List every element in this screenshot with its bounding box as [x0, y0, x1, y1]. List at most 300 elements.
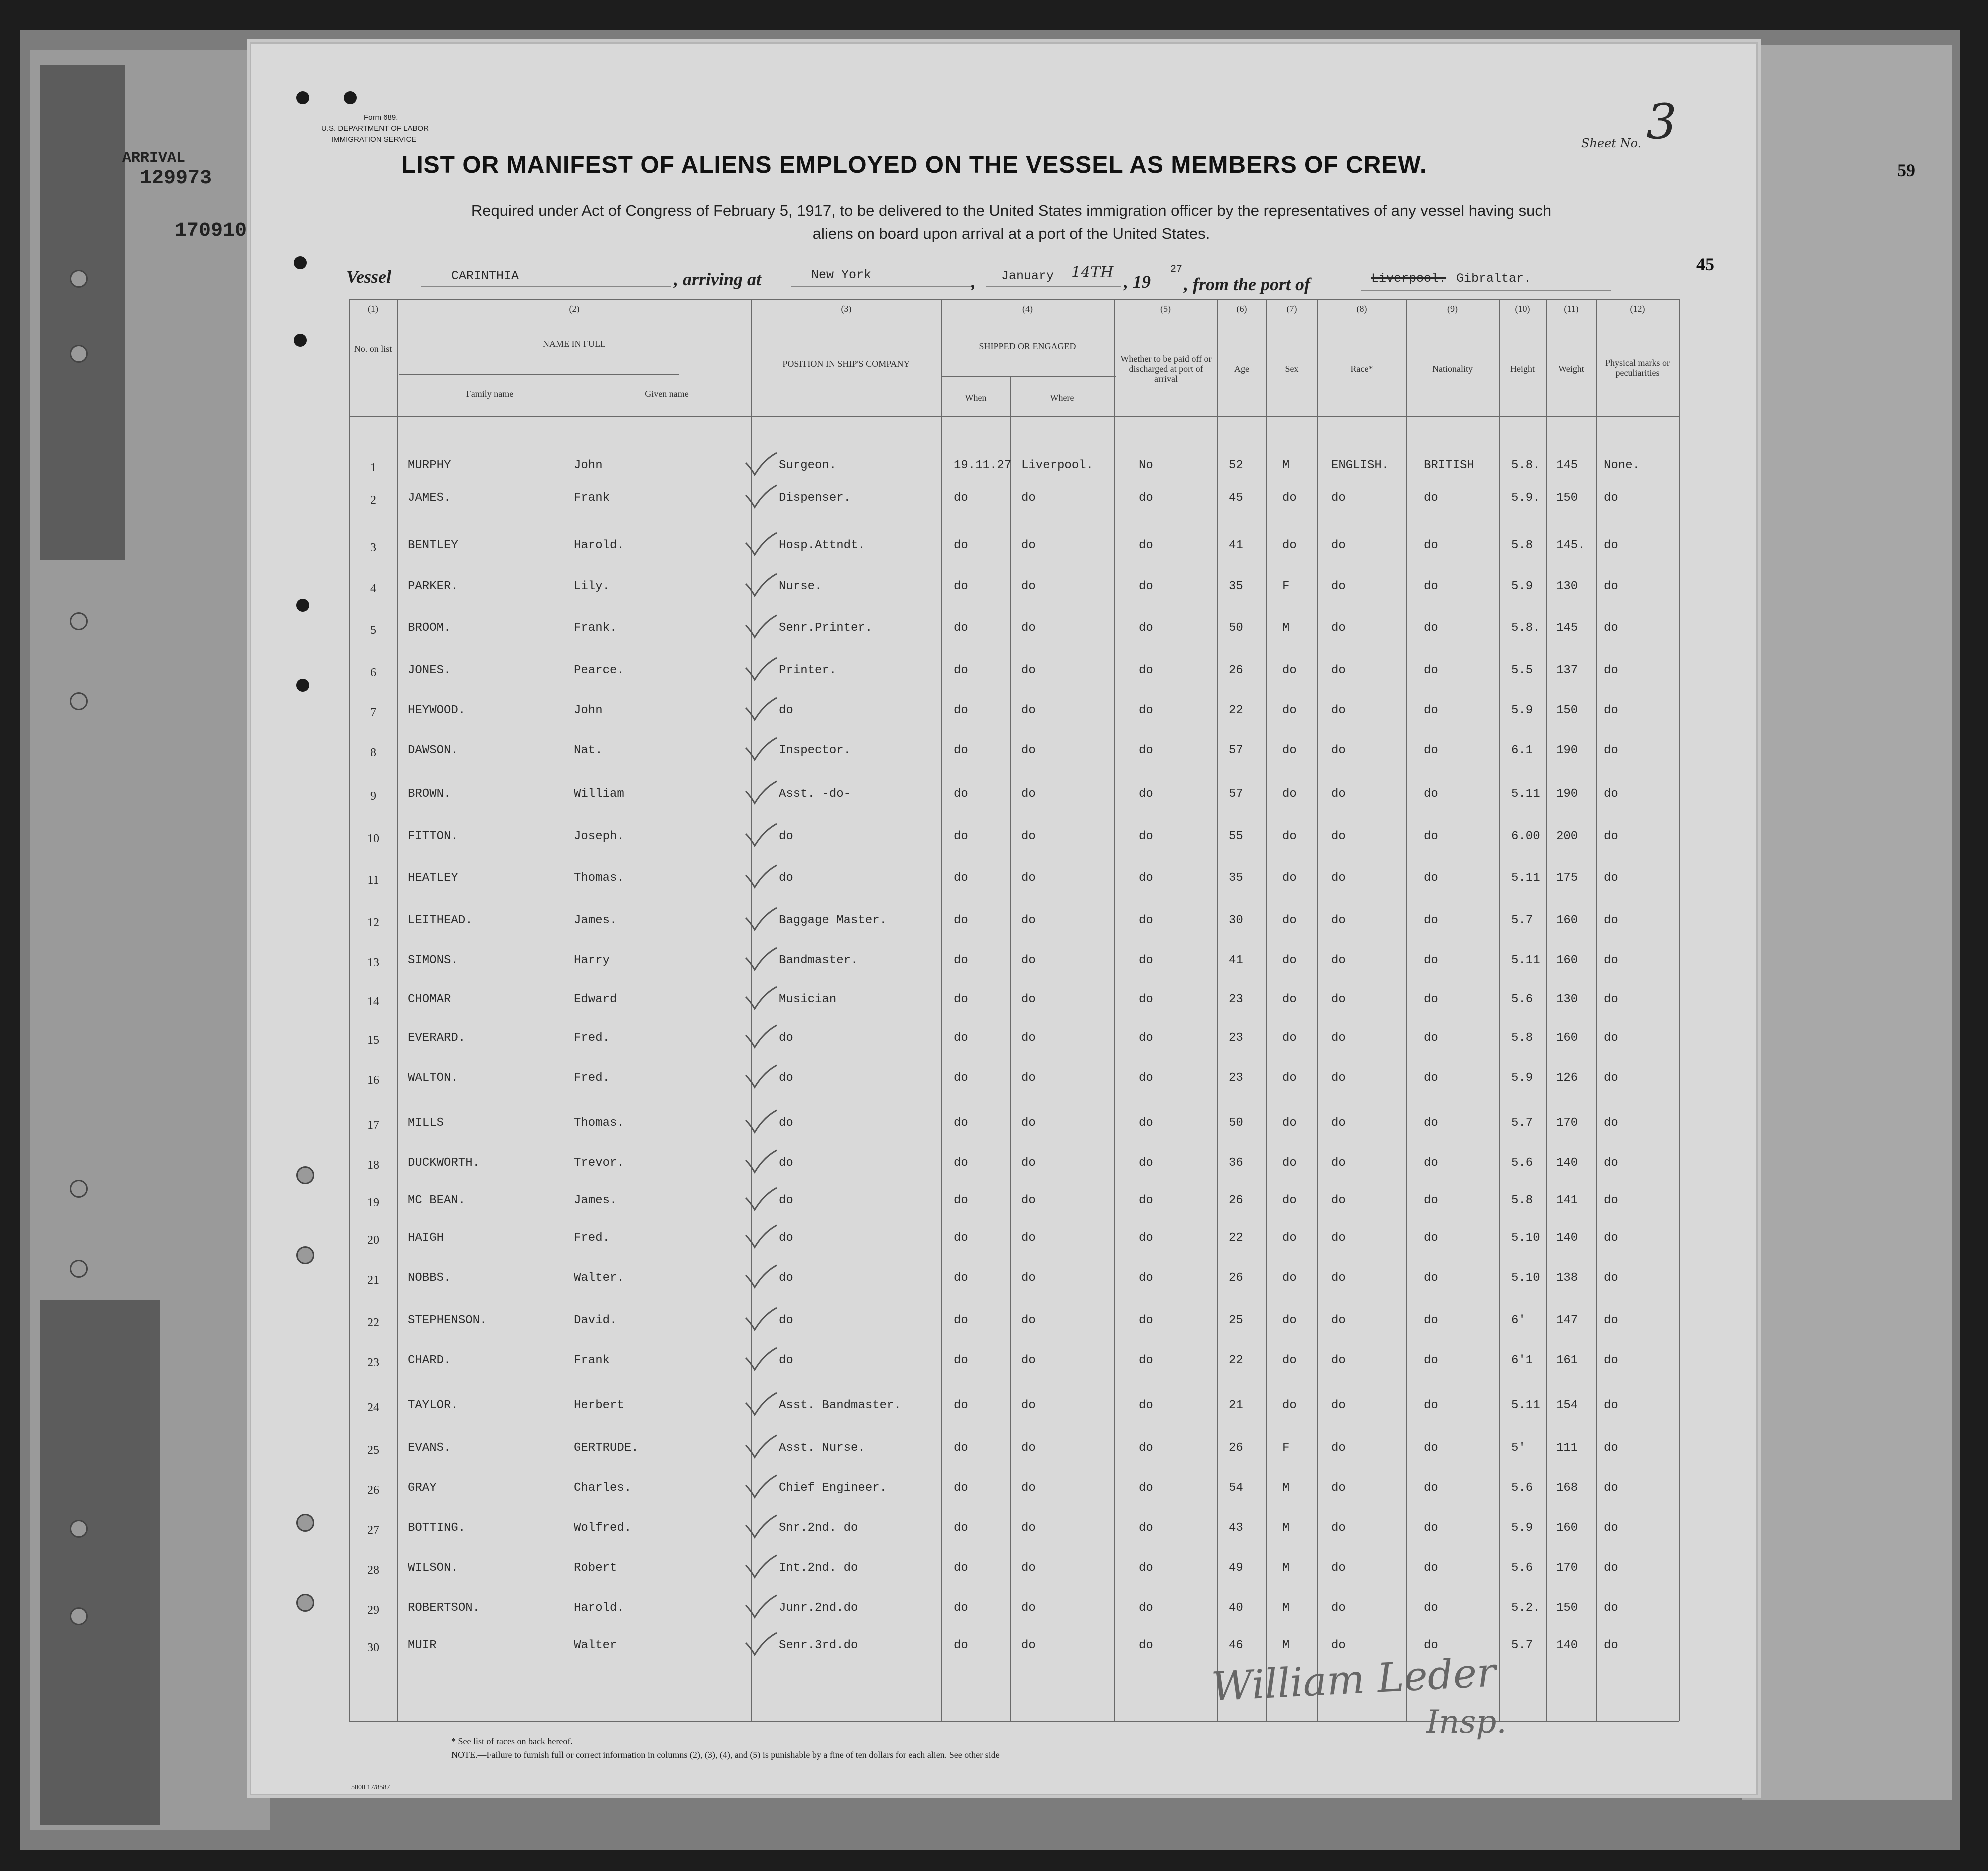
cell-when: do [954, 1399, 968, 1412]
cell-race: do [1332, 539, 1346, 552]
cell-weight: 130 [1556, 993, 1578, 1006]
cell-race: do [1332, 744, 1346, 758]
page-number: 59 [1898, 160, 1916, 180]
cell-age: 26 [1229, 1442, 1244, 1455]
cell-family: TAYLOR. [408, 1399, 458, 1412]
cell-sex: do [1282, 539, 1297, 552]
cell-nat: do [1424, 1442, 1438, 1455]
cell-family: STEPHENSON. [408, 1314, 488, 1328]
cell-age: 50 [1229, 1116, 1244, 1130]
second-stamp-number: 170910 [175, 220, 248, 242]
cell-when: do [954, 1354, 968, 1368]
cell-where: do [1022, 954, 1036, 968]
cell-weight: 154 [1556, 1399, 1578, 1412]
cell-nat: do [1424, 1272, 1438, 1285]
cell-age: 45 [1229, 492, 1244, 505]
cell-sex: M [1282, 1482, 1290, 1495]
cell-sex: F [1282, 580, 1290, 594]
cell-family: MURPHY [408, 459, 452, 472]
cell-position: Asst. Bandmaster. [779, 1399, 902, 1412]
cell-given: Robert [574, 1562, 618, 1575]
cell-family: CHOMAR [408, 993, 452, 1006]
cell-race: do [1332, 622, 1346, 635]
cell-where: do [1022, 1032, 1036, 1045]
cell-weight: 140 [1556, 1156, 1578, 1170]
cell-nat: do [1424, 1602, 1438, 1615]
cell-when: do [954, 1482, 968, 1495]
column-rule [1010, 376, 1012, 1722]
cell-height: 6' [1512, 1314, 1526, 1328]
row-number: 20 [368, 1234, 380, 1247]
cell-given: Fred. [574, 1072, 610, 1085]
cell-weight: 141 [1556, 1194, 1578, 1208]
cell-paid: do [1139, 1354, 1154, 1368]
cell-marks: do [1604, 993, 1618, 1006]
cell-nat: do [1424, 1116, 1438, 1130]
cell-height: 5.5 [1512, 664, 1534, 678]
cell-position: Surgeon. [779, 459, 837, 472]
cell-when: do [954, 954, 968, 968]
cell-position: do [779, 872, 794, 885]
cell-weight: 138 [1556, 1272, 1578, 1285]
header-race: Race* [1350, 364, 1374, 374]
cell-race: do [1332, 1072, 1346, 1085]
service-label: IMMIGRATION SERVICE [332, 136, 417, 144]
vessel-underline [422, 286, 672, 288]
arrival-day: 14TH [1072, 264, 1114, 282]
cell-race: do [1332, 1639, 1346, 1652]
cell-marks: do [1604, 704, 1618, 718]
cell-where: do [1022, 993, 1036, 1006]
cell-marks: do [1604, 539, 1618, 552]
cell-weight: 160 [1556, 1522, 1578, 1535]
cell-sex: do [1282, 744, 1297, 758]
cell-weight: 160 [1556, 1032, 1578, 1045]
print-code: 5000 17/8587 [352, 1784, 390, 1792]
cell-race: do [1332, 788, 1346, 801]
cell-age: 23 [1229, 1072, 1244, 1085]
cell-nat: BRITISH [1424, 459, 1474, 472]
cell-position: do [779, 1354, 794, 1368]
cell-where: do [1022, 788, 1036, 801]
row-number: 22 [368, 1316, 380, 1330]
cell-nat: do [1424, 492, 1438, 505]
cell-position: do [779, 1232, 794, 1245]
cell-marks: do [1604, 744, 1618, 758]
cell-family: MUIR [408, 1639, 437, 1652]
cell-given: James. [574, 914, 618, 928]
cell-age: 55 [1229, 830, 1244, 844]
cell-family: PARKER. [408, 580, 458, 594]
header-physical-marks: Physical marks or peculiarities [1606, 358, 1670, 378]
cell-age: 36 [1229, 1156, 1244, 1170]
header-bottom-rule [349, 416, 1679, 418]
cell-marks: do [1604, 1522, 1618, 1535]
binding-hole [70, 692, 88, 710]
cell-height: 5.10 [1512, 1272, 1540, 1285]
cell-given: John [574, 459, 603, 472]
cell-when: do [954, 830, 968, 844]
punch-hole [296, 679, 310, 692]
cell-where: do [1022, 580, 1036, 594]
cell-given: Wolfred. [574, 1522, 632, 1535]
header-shipped-engaged: SHIPPED OR ENGAGED [979, 342, 1076, 352]
family-given-rule [399, 374, 679, 375]
shipped-split-rule [942, 376, 1116, 378]
cell-family: MILLS [408, 1116, 444, 1130]
cell-height: 5.6 [1512, 1562, 1534, 1575]
cell-given: David. [574, 1314, 618, 1328]
cell-height: 5.6 [1512, 1482, 1534, 1495]
cell-race: do [1332, 704, 1346, 718]
check-mark-icon [744, 1552, 779, 1580]
cell-when: do [954, 492, 968, 505]
column-rule [1266, 299, 1268, 1722]
cell-paid: do [1139, 1194, 1154, 1208]
cell-where: do [1022, 1399, 1036, 1412]
row-number: 27 [368, 1524, 380, 1537]
cell-height: 5.8 [1512, 1032, 1534, 1045]
cell-paid: do [1139, 914, 1154, 928]
cell-paid: do [1139, 1156, 1154, 1170]
cell-age: 23 [1229, 993, 1244, 1006]
cell-age: 43 [1229, 1522, 1244, 1535]
date-underline [986, 286, 1122, 288]
row-number: 14 [368, 996, 380, 1008]
check-mark-icon [744, 1148, 779, 1175]
check-mark-icon [744, 945, 779, 972]
row-number: 7 [370, 706, 376, 720]
cell-height: 5.8. [1512, 622, 1540, 635]
cell-nat: do [1424, 704, 1438, 718]
form-number: Form 689. [364, 114, 398, 122]
cell-nat: do [1424, 1072, 1438, 1085]
row-number: 24 [368, 1402, 380, 1414]
cell-height: 5.9. [1512, 492, 1540, 505]
cell-when: do [954, 1032, 968, 1045]
cell-when: do [954, 1072, 968, 1085]
cell-family: BROWN. [408, 788, 452, 801]
check-mark-icon [744, 1512, 779, 1540]
punch-hole [294, 334, 307, 347]
cell-nat: do [1424, 993, 1438, 1006]
cell-height: 6.00 [1512, 830, 1540, 844]
cell-paid: do [1139, 993, 1154, 1006]
check-mark-icon [744, 1345, 779, 1372]
header-height: Height [1510, 364, 1535, 374]
column-rule [1679, 299, 1680, 1722]
cell-sex: do [1282, 1354, 1297, 1368]
cell-when: do [954, 993, 968, 1006]
cell-where: do [1022, 622, 1036, 635]
col-num-3: (3) [841, 304, 852, 314]
cell-race: do [1332, 1314, 1346, 1328]
inspector-title: Insp. [1426, 1704, 1507, 1741]
cell-given: Charles. [574, 1482, 632, 1495]
header-weight: Weight [1558, 364, 1584, 374]
col-num-10: (10) [1515, 304, 1530, 314]
cell-when: do [954, 872, 968, 885]
punch-hole [296, 1594, 314, 1612]
arrival-stamp-label: ARRIVAL [122, 150, 186, 167]
punch-hole [296, 599, 310, 612]
cell-age: 41 [1229, 539, 1244, 552]
binding-hole [70, 345, 88, 363]
cell-marks: do [1604, 830, 1618, 844]
header-position: POSITION IN SHIP'S COMPANY [782, 359, 910, 369]
cell-marks: None. [1604, 459, 1640, 472]
cell-height: 5.8 [1512, 1194, 1534, 1208]
cell-position: do [779, 1032, 794, 1045]
cell-weight: 150 [1556, 492, 1578, 505]
cell-height: 5.8 [1512, 539, 1534, 552]
cell-marks: do [1604, 1354, 1618, 1368]
check-mark-icon [744, 1305, 779, 1332]
check-mark-icon [744, 612, 779, 640]
col-num-9: (9) [1448, 304, 1458, 314]
cell-sex: do [1282, 1194, 1297, 1208]
cell-family: JAMES. [408, 492, 452, 505]
cell-where: do [1022, 744, 1036, 758]
cell-race: do [1332, 492, 1346, 505]
cell-height: 5.11 [1512, 872, 1540, 885]
cell-marks: do [1604, 1272, 1618, 1285]
cell-paid: do [1139, 954, 1154, 968]
check-mark-icon [744, 1432, 779, 1460]
cell-marks: do [1604, 1639, 1618, 1652]
cell-position: do [779, 1116, 794, 1130]
cell-position: Snr.2nd. do [779, 1522, 858, 1535]
cell-family: CHARD. [408, 1354, 452, 1368]
cell-nat: do [1424, 1399, 1438, 1412]
cell-sex: M [1282, 622, 1290, 635]
cell-marks: do [1604, 622, 1618, 635]
cell-where: Liverpool. [1022, 459, 1094, 472]
check-mark-icon [744, 1022, 779, 1050]
cell-weight: 145 [1556, 622, 1578, 635]
cell-sex: do [1282, 492, 1297, 505]
col-num-1: (1) [368, 304, 378, 314]
cell-nat: do [1424, 1482, 1438, 1495]
check-mark-icon [744, 695, 779, 722]
cell-given: GERTRUDE. [574, 1442, 639, 1455]
vessel-label: Vessel [346, 267, 392, 287]
punch-hole [296, 92, 310, 104]
cell-nat: do [1424, 1562, 1438, 1575]
cell-where: do [1022, 914, 1036, 928]
row-number: 10 [368, 832, 380, 846]
row-number: 28 [368, 1564, 380, 1577]
check-mark-icon [744, 1062, 779, 1090]
row-number: 9 [370, 790, 376, 803]
header-where: Where [1050, 393, 1074, 403]
binding-hole [70, 1180, 88, 1198]
header-age: Age [1234, 364, 1250, 374]
cell-when: do [954, 1194, 968, 1208]
cell-sex: do [1282, 1272, 1297, 1285]
cell-position: Asst. -do- [779, 788, 852, 801]
cell-sex: do [1282, 830, 1297, 844]
header-no-on-list: No. on list [354, 344, 392, 354]
row-number: 17 [368, 1119, 380, 1132]
check-mark-icon [744, 1108, 779, 1135]
cell-weight: 160 [1556, 914, 1578, 928]
cell-height: 5.9 [1512, 704, 1534, 718]
department-label: U.S. DEPARTMENT OF LABOR [322, 124, 430, 133]
cell-position: Int.2nd. do [779, 1562, 858, 1575]
cell-when: do [954, 1442, 968, 1455]
punch-hole [344, 92, 357, 104]
punch-hole [296, 1246, 314, 1264]
cell-age: 57 [1229, 788, 1244, 801]
cell-weight: 150 [1556, 704, 1578, 718]
cell-where: do [1022, 1272, 1036, 1285]
binding-strip-bottom [40, 1300, 160, 1825]
arrival-stamp-number: 129973 [140, 168, 212, 190]
row-number: 11 [368, 874, 380, 887]
cell-when: do [954, 539, 968, 552]
cell-age: 49 [1229, 1562, 1244, 1575]
cell-paid: do [1139, 539, 1154, 552]
cell-age: 40 [1229, 1602, 1244, 1615]
cell-sex: M [1282, 1602, 1290, 1615]
arrival-port: New York [812, 268, 872, 282]
cell-when: do [954, 914, 968, 928]
cell-position: Bandmaster. [779, 954, 858, 968]
cell-weight: 170 [1556, 1116, 1578, 1130]
cell-nat: do [1424, 914, 1438, 928]
cell-given: Frank [574, 1354, 610, 1368]
punch-hole [296, 1166, 314, 1184]
cell-age: 22 [1229, 704, 1244, 718]
from-port: Gibraltar. [1456, 272, 1532, 286]
cell-nat: do [1424, 580, 1438, 594]
cell-weight: 140 [1556, 1232, 1578, 1245]
cell-given: Harold. [574, 1602, 624, 1615]
cell-when: do [954, 622, 968, 635]
inspector-signature: William Leder [1210, 1649, 1498, 1710]
check-mark-icon [744, 655, 779, 682]
cell-given: John [574, 704, 603, 718]
cell-when: do [954, 580, 968, 594]
col-num-5: (5) [1160, 304, 1171, 314]
cell-where: do [1022, 1482, 1036, 1495]
cell-weight: 175 [1556, 872, 1578, 885]
cell-race: do [1332, 954, 1346, 968]
cell-nat: do [1424, 1314, 1438, 1328]
cell-nat: do [1424, 1639, 1438, 1652]
cell-paid: do [1139, 1602, 1154, 1615]
row-number: 3 [370, 542, 376, 554]
cell-race: do [1332, 1602, 1346, 1615]
check-mark-icon [744, 821, 779, 848]
cell-race: do [1332, 1522, 1346, 1535]
cell-height: 6'1 [1512, 1354, 1534, 1368]
cell-age: 26 [1229, 1194, 1244, 1208]
row-number: 5 [370, 624, 376, 637]
column-rule [1499, 299, 1500, 1722]
cell-race: ENGLISH. [1332, 459, 1390, 472]
cell-height: 5.11 [1512, 788, 1540, 801]
cell-age: 35 [1229, 872, 1244, 885]
cell-sex: do [1282, 1032, 1297, 1045]
cell-sex: do [1282, 993, 1297, 1006]
cell-sex: M [1282, 1522, 1290, 1535]
column-rule [1596, 299, 1598, 1722]
cell-family: NOBBS. [408, 1272, 452, 1285]
cell-height: 5.9 [1512, 1072, 1534, 1085]
cell-race: do [1332, 580, 1346, 594]
cell-given: Lily. [574, 580, 610, 594]
cell-sex: do [1282, 1116, 1297, 1130]
row-number: 4 [370, 582, 376, 596]
cell-paid: do [1139, 744, 1154, 758]
cell-position: Printer. [779, 664, 837, 678]
row-number: 25 [368, 1444, 380, 1457]
row-number: 1 [370, 462, 376, 474]
cell-marks: do [1604, 580, 1618, 594]
cell-sex: M [1282, 459, 1290, 472]
cell-when: do [954, 788, 968, 801]
cell-nat: do [1424, 1232, 1438, 1245]
cell-paid: do [1139, 788, 1154, 801]
cell-marks: do [1604, 954, 1618, 968]
row-number: 6 [370, 666, 376, 680]
cell-age: 22 [1229, 1232, 1244, 1245]
cell-family: HEATLEY [408, 872, 458, 885]
check-mark-icon [744, 1472, 779, 1500]
binding-hole [70, 1260, 88, 1278]
row-number: 21 [368, 1274, 380, 1287]
footnote-penalty: NOTE.—Failure to furnish full or correct information in columns (2), (3), (4), and (5) is punishable by a fine of ten dollars for each alien. See other side [452, 1750, 1000, 1760]
cell-given: James. [574, 1194, 618, 1208]
check-mark-icon [744, 1390, 779, 1418]
row-number: 15 [368, 1034, 380, 1047]
cell-where: do [1022, 539, 1036, 552]
cell-given: Frank. [574, 622, 618, 635]
column-rule [1114, 299, 1115, 1722]
row-number: 30 [368, 1642, 380, 1654]
cell-family: HEYWOOD. [408, 704, 466, 718]
cell-when: do [954, 1522, 968, 1535]
cell-family: BENTLEY [408, 539, 458, 552]
check-mark-icon [744, 984, 779, 1012]
cell-height: 5.8. [1512, 459, 1540, 472]
row-number: 16 [368, 1074, 380, 1087]
cell-marks: do [1604, 1116, 1618, 1130]
cell-where: do [1022, 492, 1036, 505]
cell-sex: do [1282, 914, 1297, 928]
cell-age: 30 [1229, 914, 1244, 928]
cell-sex: M [1282, 1562, 1290, 1575]
cell-marks: do [1604, 1562, 1618, 1575]
cell-paid: No [1139, 459, 1154, 472]
cell-nat: do [1424, 954, 1438, 968]
binding-strip-top [40, 65, 125, 560]
cell-race: do [1332, 872, 1346, 885]
cell-weight: 150 [1556, 1602, 1578, 1615]
cell-position: Baggage Master. [779, 914, 888, 928]
cell-sex: do [1282, 872, 1297, 885]
cell-marks: do [1604, 1156, 1618, 1170]
cell-weight: 111 [1556, 1442, 1578, 1455]
cell-weight: 145. [1556, 539, 1586, 552]
arriving-label: , arriving at [674, 270, 762, 290]
cell-position: do [779, 1156, 794, 1170]
cell-given: Thomas. [574, 872, 624, 885]
header-family-name: Family name [466, 389, 514, 399]
row-number: 19 [368, 1196, 380, 1210]
